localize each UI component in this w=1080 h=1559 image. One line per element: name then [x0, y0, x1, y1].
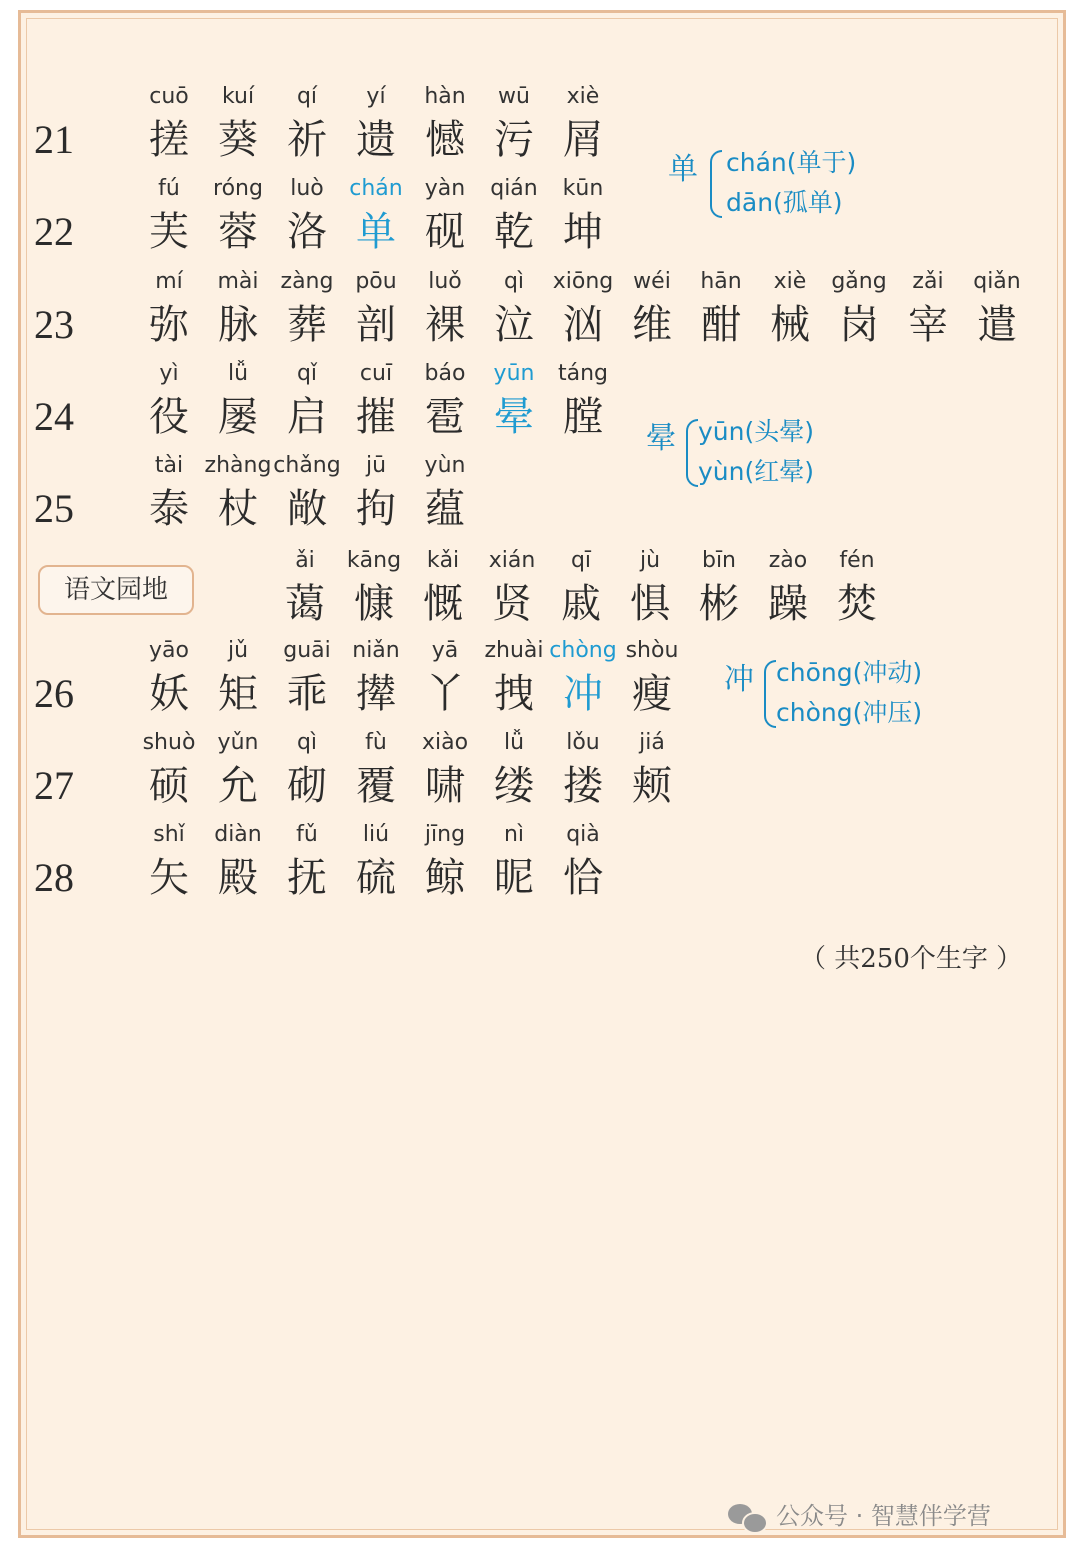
hanzi: 屑 [563, 117, 603, 163]
hanzi: 颊 [632, 763, 672, 809]
pinyin: kuí [221, 84, 255, 109]
character-cell [272, 359, 342, 445]
pinyin: gǎng [831, 269, 887, 294]
hanzi: 硕 [149, 763, 189, 809]
hanzi: 惧 [630, 581, 670, 627]
pinyin: kǎi [426, 548, 460, 573]
hanzi: 憾 [425, 117, 465, 163]
hanzi: 汹 [563, 302, 603, 348]
pinyin: fén [839, 548, 875, 573]
wechat-icon [728, 1502, 768, 1532]
character-cell [546, 546, 616, 632]
pinyin: fù [365, 730, 387, 755]
note-char: 冲 [724, 662, 754, 697]
lesson-row [0, 359, 1080, 451]
hanzi: 泰 [149, 486, 189, 532]
note-char: 晕 [646, 421, 676, 456]
hanzi: 坤 [563, 209, 603, 255]
pinyin: hàn [424, 84, 466, 109]
pinyin: lǒu [566, 730, 600, 755]
character-cell [548, 267, 618, 353]
hanzi: 硫 [356, 855, 396, 901]
character-cell [341, 636, 411, 722]
hanzi: 戚 [561, 581, 601, 627]
hanzi: 单 [356, 209, 396, 255]
character-cell [341, 174, 411, 260]
hanzi: 搓 [149, 117, 189, 163]
character-cell [272, 451, 342, 537]
character-cell [272, 728, 342, 814]
lesson-number: 24 [34, 394, 74, 439]
character-cell [410, 82, 480, 168]
hanzi: 蓉 [218, 209, 258, 255]
hanzi: 慷 [354, 581, 394, 627]
hanzi: 敞 [287, 486, 327, 532]
character-cell [479, 82, 549, 168]
hanzi: 脉 [218, 302, 258, 348]
character-cell [134, 451, 204, 537]
pinyin: zào [768, 548, 808, 573]
hanzi: 恰 [563, 855, 603, 901]
pinyin: chán [349, 176, 403, 201]
hanzi: 搂 [563, 763, 603, 809]
pinyin: chòng [549, 638, 617, 663]
character-cell [203, 820, 273, 906]
character-cell [341, 267, 411, 353]
hanzi: 役 [149, 394, 189, 440]
hanzi: 遣 [977, 302, 1017, 348]
hanzi: 鲸 [425, 855, 465, 901]
lesson-number: 21 [34, 117, 74, 162]
pinyin: liú [362, 822, 390, 847]
pinyin: jǔ [227, 638, 249, 663]
hanzi: 拽 [494, 671, 534, 717]
character-cell [479, 267, 549, 353]
character-cell [824, 267, 894, 353]
hanzi: 泣 [494, 302, 534, 348]
character-cell [617, 267, 687, 353]
hanzi: 污 [494, 117, 534, 163]
hanzi: 晕 [494, 394, 534, 440]
pinyin: fú [158, 176, 180, 201]
pinyin: qì [296, 730, 318, 755]
pinyin: cuō [149, 84, 189, 109]
character-cell [548, 82, 618, 168]
section-label-badge: 语文园地 [38, 565, 194, 615]
hanzi: 砚 [425, 209, 465, 255]
character-cell [339, 546, 409, 632]
hanzi: 缕 [494, 763, 534, 809]
pinyin: kūn [562, 176, 604, 201]
hanzi: 殿 [218, 855, 258, 901]
character-cell [408, 546, 478, 632]
pinyin: yùn [424, 453, 466, 478]
character-cell [203, 636, 273, 722]
brace-icon [764, 660, 776, 728]
hanzi: 蕴 [425, 486, 465, 532]
character-cell [203, 82, 273, 168]
hanzi: 酣 [701, 302, 741, 348]
pinyin: diàn [214, 822, 262, 847]
hanzi: 剖 [356, 302, 396, 348]
character-cell [548, 174, 618, 260]
pinyin: mí [155, 269, 183, 294]
pinyin: luǒ [428, 269, 462, 294]
character-cell [479, 636, 549, 722]
character-cell [341, 728, 411, 814]
pinyin: qiǎn [973, 269, 1021, 294]
character-cell [479, 728, 549, 814]
note-reading: chán(单于) [726, 148, 857, 177]
note-reading: chòng(冲压) [776, 698, 923, 727]
pinyin: yǔn [217, 730, 259, 755]
pinyin: báo [424, 361, 466, 386]
pinyin: táng [557, 361, 608, 386]
pinyin: xiōng [552, 269, 614, 294]
character-cell [341, 820, 411, 906]
hanzi: 裸 [425, 302, 465, 348]
hanzi: 葬 [287, 302, 327, 348]
hanzi: 雹 [425, 394, 465, 440]
character-cell [753, 546, 823, 632]
hanzi: 啸 [425, 763, 465, 809]
character-cell [272, 174, 342, 260]
character-cell [479, 359, 549, 445]
note-reading: yùn(红晕) [698, 457, 814, 486]
character-cell [134, 636, 204, 722]
character-cell [684, 546, 754, 632]
pinyin: xiào [421, 730, 469, 755]
hanzi: 膛 [563, 394, 603, 440]
character-cell [755, 267, 825, 353]
character-cell [203, 451, 273, 537]
pinyin: shuò [142, 730, 196, 755]
pinyin: jiá [639, 730, 665, 755]
pinyin: yāo [149, 638, 189, 663]
pinyin: lǚ [227, 361, 249, 386]
character-cell [479, 174, 549, 260]
pinyin: qián [490, 176, 538, 201]
pinyin: tài [154, 453, 184, 478]
pinyin: fǔ [296, 822, 318, 847]
character-cell [686, 267, 756, 353]
lesson-row [0, 174, 1080, 266]
hanzi: 昵 [494, 855, 534, 901]
pinyin: lǚ [503, 730, 525, 755]
character-cell [410, 174, 480, 260]
hanzi: 芙 [149, 209, 189, 255]
hanzi: 矩 [218, 671, 258, 717]
hanzi: 启 [287, 394, 327, 440]
pinyin: mài [217, 269, 259, 294]
pinyin: qí [296, 84, 318, 109]
character-cell [615, 546, 685, 632]
character-cell [203, 359, 273, 445]
character-cell [477, 546, 547, 632]
lesson-row [0, 820, 1080, 912]
pinyin: jīng [424, 822, 466, 847]
pinyin: wū [498, 84, 530, 109]
character-cell [134, 820, 204, 906]
pinyin: yā [431, 638, 459, 663]
character-cell [341, 359, 411, 445]
pinyin: zhàng [204, 453, 272, 478]
hanzi: 瘦 [632, 671, 672, 717]
character-cell [822, 546, 892, 632]
hanzi: 摧 [356, 394, 396, 440]
pinyin: shǐ [153, 822, 185, 847]
character-cell [203, 728, 273, 814]
pinyin: yàn [424, 176, 466, 201]
pinyin: qì [503, 269, 525, 294]
pinyin: xiè [773, 269, 807, 294]
total-count: （ 共250个生字 ） [800, 944, 1023, 974]
hanzi: 覆 [356, 763, 396, 809]
hanzi: 抚 [287, 855, 327, 901]
character-cell [548, 359, 618, 445]
character-cell [270, 546, 340, 632]
character-cell [272, 636, 342, 722]
character-cell [962, 267, 1032, 353]
pinyin: kāng [346, 548, 402, 573]
lesson-row [0, 267, 1080, 359]
hanzi: 遗 [356, 117, 396, 163]
pinyin: guāi [283, 638, 331, 663]
lesson-number: 28 [34, 855, 74, 900]
pinyin: bīn [701, 548, 737, 573]
pinyin: jù [639, 548, 661, 573]
character-cell [341, 82, 411, 168]
character-cell [617, 728, 687, 814]
hanzi: 慨 [423, 581, 463, 627]
hanzi: 蔼 [285, 581, 325, 627]
hanzi: 允 [218, 763, 258, 809]
hanzi: 妖 [149, 671, 189, 717]
hanzi: 乖 [287, 671, 327, 717]
pinyin: zhuài [484, 638, 544, 663]
lesson-number: 25 [34, 486, 74, 531]
hanzi: 乾 [494, 209, 534, 255]
lesson-row [0, 82, 1080, 174]
pinyin: zàng [280, 269, 334, 294]
pinyin: qī [570, 548, 592, 573]
note-reading: dān(孤单) [726, 188, 843, 217]
lesson-number: 26 [34, 671, 74, 716]
pinyin: qià [566, 822, 600, 847]
pinyin: róng [213, 176, 263, 201]
character-cell [410, 451, 480, 537]
pinyin: xián [488, 548, 536, 573]
lesson-number: 27 [34, 763, 74, 808]
pinyin: luò [290, 176, 324, 201]
note-char: 单 [668, 152, 698, 187]
hanzi: 矢 [149, 855, 189, 901]
pinyin: yì [159, 361, 179, 386]
hanzi: 贤 [492, 581, 532, 627]
hanzi: 焚 [837, 581, 877, 627]
pinyin: yūn [493, 361, 535, 386]
hanzi: 械 [770, 302, 810, 348]
hanzi: 维 [632, 302, 672, 348]
lesson-number: 22 [34, 209, 74, 254]
character-cell [548, 636, 618, 722]
character-cell [410, 636, 480, 722]
character-cell [203, 174, 273, 260]
pinyin: jū [365, 453, 387, 478]
note-reading: chōng(冲动) [776, 658, 923, 687]
character-cell [134, 728, 204, 814]
pinyin: ǎi [295, 548, 315, 573]
hanzi: 葵 [218, 117, 258, 163]
hanzi: 杖 [218, 486, 258, 532]
character-cell [548, 820, 618, 906]
character-cell [410, 820, 480, 906]
pinyin: zǎi [912, 269, 944, 294]
hanzi: 躁 [768, 581, 808, 627]
hanzi: 丫 [425, 671, 465, 717]
character-cell [134, 359, 204, 445]
character-cell [272, 820, 342, 906]
hanzi: 冲 [563, 671, 603, 717]
watermark-text: 公众号 · 智慧伴学营 [776, 1502, 991, 1530]
pinyin: wéi [633, 269, 671, 294]
lesson-row [0, 728, 1080, 820]
pinyin: nì [503, 822, 525, 847]
hanzi: 祈 [287, 117, 327, 163]
character-cell [548, 728, 618, 814]
hanzi: 砌 [287, 763, 327, 809]
character-cell [479, 820, 549, 906]
hanzi: 弥 [149, 302, 189, 348]
brace-icon [686, 419, 698, 487]
pinyin: hān [700, 269, 742, 294]
hanzi: 岗 [839, 302, 879, 348]
lesson-row [0, 451, 1080, 543]
character-cell [134, 82, 204, 168]
character-cell [617, 636, 687, 722]
pinyin: pōu [355, 269, 397, 294]
character-cell [272, 82, 342, 168]
watermark [728, 1496, 991, 1536]
pinyin: niǎn [352, 638, 400, 663]
character-cell [341, 451, 411, 537]
character-cell [410, 359, 480, 445]
hanzi: 撵 [356, 671, 396, 717]
character-cell [272, 267, 342, 353]
character-cell [893, 267, 963, 353]
hanzi: 彬 [699, 581, 739, 627]
pinyin: chǎng [273, 453, 341, 478]
hanzi: 宰 [908, 302, 948, 348]
lesson-number: 23 [34, 302, 74, 347]
pinyin: xiè [566, 84, 600, 109]
character-cell [410, 728, 480, 814]
character-cell [134, 267, 204, 353]
pinyin: qǐ [296, 361, 318, 386]
character-cell [410, 267, 480, 353]
brace-icon [710, 150, 722, 218]
hanzi: 屡 [218, 394, 258, 440]
character-cell [203, 267, 273, 353]
pinyin: shòu [625, 638, 679, 663]
note-reading: yūn(头晕) [698, 417, 814, 446]
pinyin: cuī [359, 361, 393, 386]
hanzi: 洛 [287, 209, 327, 255]
pinyin: yí [366, 84, 386, 109]
hanzi: 拘 [356, 486, 396, 532]
character-cell [134, 174, 204, 260]
